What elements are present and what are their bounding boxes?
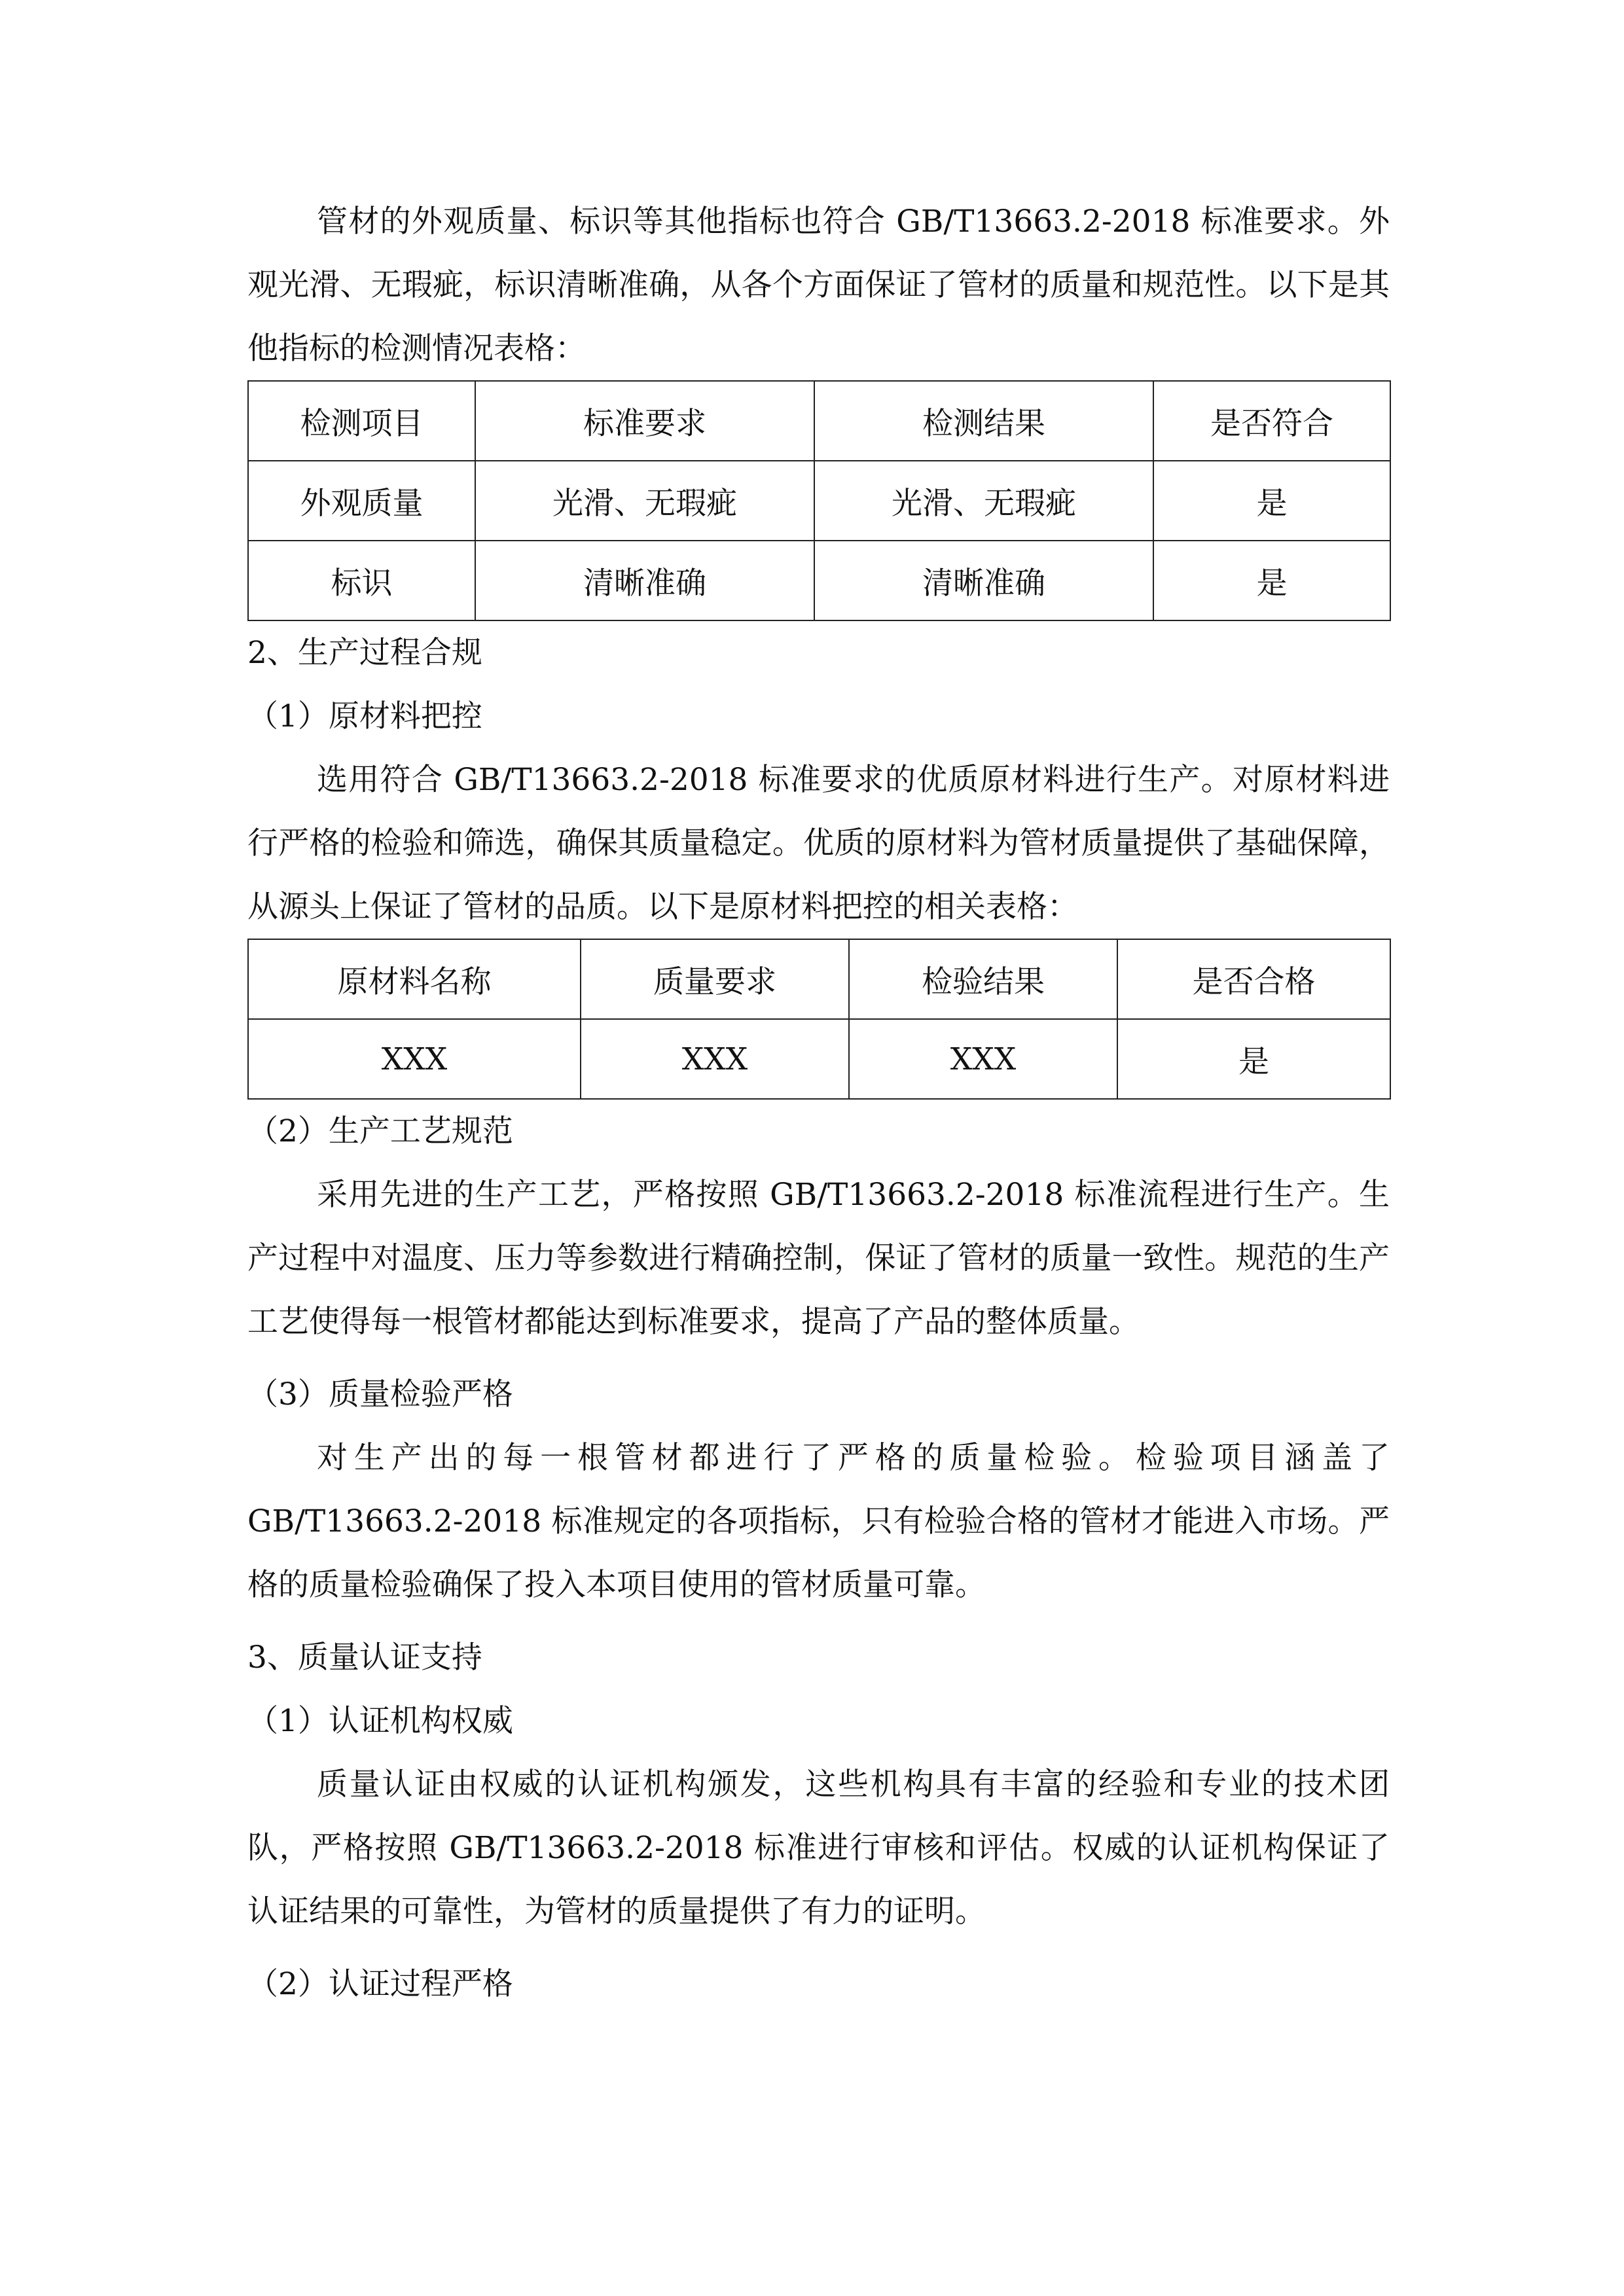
table-header-cell: 检测项目: [248, 381, 475, 461]
section-2-2-paragraph: 采用先进的生产工艺，严格按照 GB/T13663.2-2018 标准流程进行生产。生产过程中对温度、压力等参数进行精确控制，保证了管材的质量一致性。规范的生产工艺使得每一根管材都能达到标准要求，提高了产品的整体质量。: [247, 1177, 1390, 1340]
table-cell: 是: [1153, 541, 1390, 620]
section-3-1-paragraph: 质量认证由权威的认证机构颁发，这些机构具有丰富的经验和专业的技术团队，严格按照 GB/T13663.2-2018 标准进行审核和评估。权威的认证机构保证了认证结果的可靠性，为管材的质量提供了有力的证明。: [247, 1767, 1390, 1929]
table-cell: 清晰准确: [475, 541, 814, 620]
table-row: [248, 541, 1390, 620]
inspection-table: [247, 380, 1391, 621]
table-row: [248, 1019, 1390, 1099]
spacer: [247, 1617, 1390, 1626]
spacer: [247, 1943, 1390, 1952]
table-cell: XXX: [849, 1019, 1117, 1099]
table-cell: 光滑、无瑕疵: [814, 461, 1153, 541]
table-header-row: [248, 939, 1390, 1019]
intro-paragraph: 管材的外观质量、标识等其他指标也符合 GB/T13663.2-2018 标准要求。外观光滑、无瑕疵，标识清晰准确，从各个方面保证了管材的质量和规范性。以下是其他指标的检测情况表格：: [247, 204, 1390, 367]
table-header-cell: 质量要求: [581, 939, 849, 1019]
table-header-cell: 是否符合: [1153, 381, 1390, 461]
table-header-cell: 是否合格: [1117, 939, 1390, 1019]
table-header-row: [248, 381, 1390, 461]
table-cell: XXX: [248, 1019, 581, 1099]
section-3-1-heading: （1）认证机构权威: [247, 1703, 513, 1739]
document-page: [247, 190, 1390, 2016]
table-cell: 是: [1153, 461, 1390, 541]
table-cell: 标识: [248, 541, 475, 620]
section-2-2-heading: （2）生产工艺规范: [247, 1113, 513, 1149]
section-2-heading: 2、生产过程合规: [247, 635, 482, 671]
table-header-cell: 标准要求: [475, 381, 814, 461]
table-header-cell: 检测结果: [814, 381, 1153, 461]
section-3-2-heading: （2）认证过程严格: [247, 1966, 513, 2002]
section-2-1-paragraph: 选用符合 GB/T13663.2-2018 标准要求的优质原材料进行生产。对原材料进行严格的检验和筛选，确保其质量稳定。优质的原材料为管材质量提供了基础保障，从源头上保证了管材的品质。以下是原材料把控的相关表格：: [247, 762, 1390, 925]
table-row: [248, 461, 1390, 541]
section-2-1-heading: （1）原材料把控: [247, 698, 482, 734]
table-cell: 光滑、无瑕疵: [475, 461, 814, 541]
section-3-heading: 3、质量认证支持: [247, 1640, 482, 1676]
table-cell: 清晰准确: [814, 541, 1153, 620]
table-header-cell: 检验结果: [849, 939, 1117, 1019]
spacer: [247, 1354, 1390, 1363]
table-header-cell: 原材料名称: [248, 939, 581, 1019]
raw-material-table: [247, 939, 1391, 1100]
table-cell: 外观质量: [248, 461, 475, 541]
section-2-3-paragraph: 对生产出的每一根管材都进行了严格的质量检验。检验项目涵盖了 GB/T13663.2-2018 标准规定的各项指标，只有检验合格的管材才能进入市场。严格的质量检验确保了投入本项目使用的管材质量可靠。: [247, 1440, 1390, 1603]
table-cell: 是: [1117, 1019, 1390, 1099]
section-2-3-heading: （3）质量检验严格: [247, 1376, 513, 1412]
table-cell: XXX: [581, 1019, 849, 1099]
